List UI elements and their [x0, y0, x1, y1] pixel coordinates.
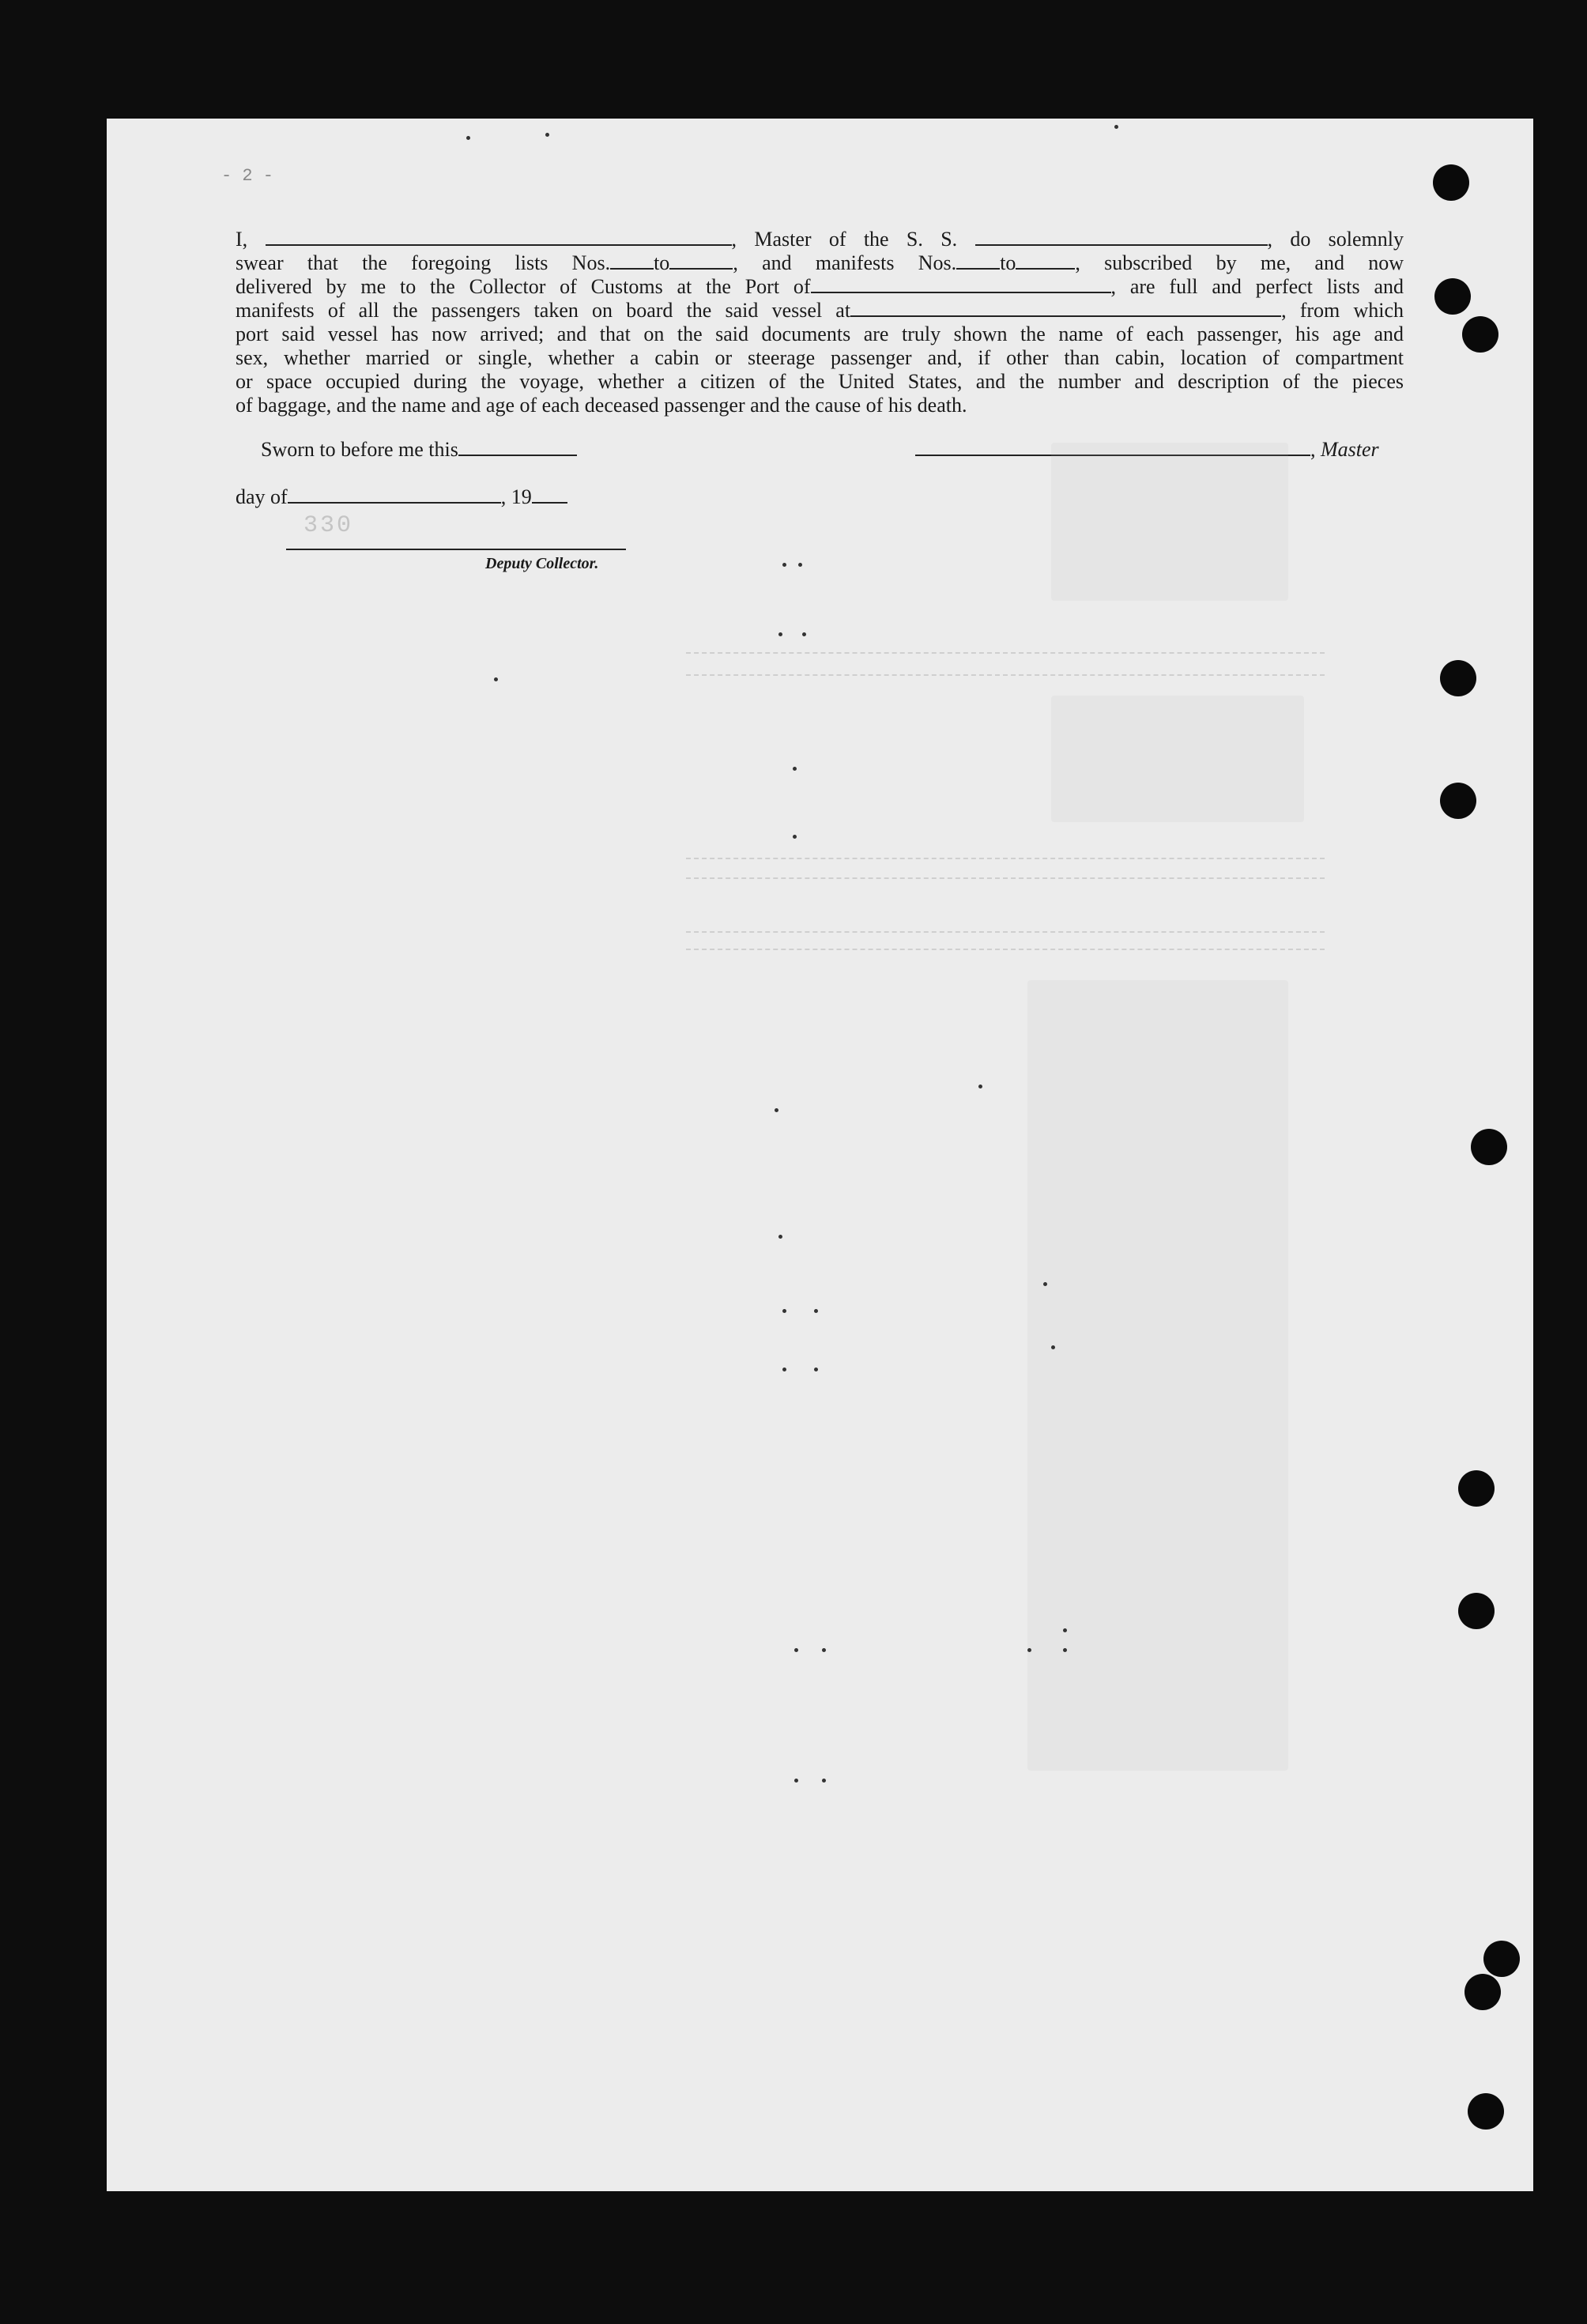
punch-hole [1458, 1470, 1495, 1507]
faint-rule [686, 652, 1325, 654]
speck [782, 1368, 786, 1371]
punch-hole [1440, 660, 1476, 696]
manifest-sheet [107, 119, 1533, 2191]
punch-hole [1433, 164, 1469, 201]
speck [1063, 1648, 1067, 1652]
sworn-line: Sworn to before me this [261, 438, 577, 462]
year-blank [532, 486, 567, 504]
deputy-collector-signature-line [286, 549, 626, 550]
oath-line-6: sex, whether married or single, whether a cabin or steerage passenger and, if other than cabin, location of compartment [236, 346, 1404, 369]
master-name-blank [266, 228, 732, 246]
punch-hole [1440, 783, 1476, 819]
bleed-through-text [1027, 980, 1288, 1771]
faint-rule [686, 931, 1325, 933]
speck [775, 1108, 778, 1112]
month-blank [288, 486, 501, 504]
punch-hole [1471, 1129, 1507, 1165]
speck [1043, 1282, 1047, 1286]
faint-rule [686, 858, 1325, 859]
punch-hole [1483, 1941, 1520, 1977]
oath-paragraph [236, 228, 1404, 417]
faint-rule [686, 674, 1325, 676]
oath-line-1: I, , Master of the S. S. , do solemnly [236, 228, 1404, 251]
bleed-through-text [1051, 443, 1288, 601]
oath-line-5: port said vessel has now arrived; and that on the said documents are truly shown the name of each passenger, his age and [236, 323, 1404, 345]
faint-rule [686, 877, 1325, 879]
oath-line-2: swear that the foregoing lists Nos. to , and manifests Nos. to , subscribed by me, and now [236, 251, 1404, 274]
oath-line-3: delivered by me to the Collector of Customs at the Port of , are full and perfect lists and [236, 275, 1404, 298]
speck [793, 835, 797, 839]
oath-line-4: manifests of all the passengers taken on board the said vessel at , from which [236, 299, 1404, 322]
master-signature-line: , Master [915, 438, 1379, 462]
punch-hole [1462, 316, 1498, 353]
faint-rule [686, 949, 1325, 950]
speck [1114, 125, 1118, 129]
punch-hole [1434, 278, 1471, 315]
speck [978, 1085, 982, 1088]
punch-hole [1464, 1974, 1501, 2010]
port-blank [811, 276, 1111, 293]
speck [793, 767, 797, 771]
speck [778, 632, 782, 636]
departure-port-blank [850, 300, 1281, 317]
speck [782, 1309, 786, 1313]
speck [794, 1779, 798, 1783]
speck [782, 563, 786, 567]
sworn-date-blank [458, 439, 577, 456]
page-number: - 2 - [221, 166, 274, 186]
ship-name-blank [975, 228, 1268, 246]
speck [1051, 1345, 1055, 1349]
speck [1063, 1628, 1067, 1632]
speck [1027, 1648, 1031, 1652]
punch-hole [1458, 1593, 1495, 1629]
day-of-line: day of , 19 [236, 485, 567, 509]
speck [822, 1648, 826, 1652]
speck [814, 1309, 818, 1313]
punch-hole [1468, 2093, 1504, 2130]
speck [798, 563, 802, 567]
bleed-through-text [1051, 696, 1304, 822]
deputy-collector-label: Deputy Collector. [485, 555, 599, 572]
speck [545, 133, 549, 137]
oath-line-8: of baggage, and the name and age of each deceased passenger and the cause of his death. [236, 394, 967, 417]
speck [778, 1235, 782, 1239]
speck [814, 1368, 818, 1371]
speck [466, 136, 470, 140]
speck [794, 1648, 798, 1652]
speck [822, 1779, 826, 1783]
speck [802, 632, 806, 636]
stamp-number: 330 [303, 512, 354, 539]
oath-line-7: or space occupied during the voyage, whether a citizen of the United States, and the number and description of the pieces [236, 370, 1404, 393]
speck [494, 677, 498, 681]
